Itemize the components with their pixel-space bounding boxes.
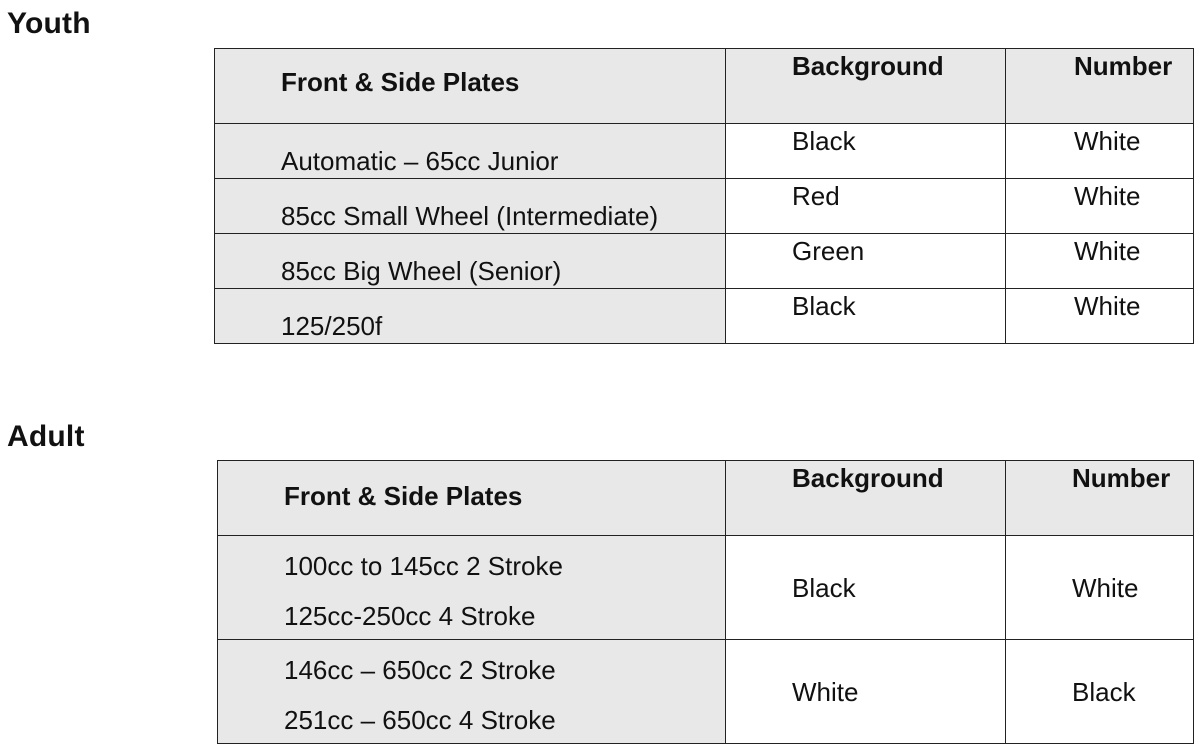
header-cell — [1006, 461, 1194, 536]
plate-class-text: 251cc – 650cc 4 Stroke — [284, 705, 556, 735]
table-row — [215, 289, 1194, 344]
header-cell — [215, 49, 726, 124]
plate-class-text: 85cc Small Wheel (Intermediate) — [281, 201, 659, 231]
table-row — [218, 536, 1194, 640]
number-cell — [1006, 179, 1194, 234]
background-color-text: Black — [792, 291, 856, 321]
header-number-label: Number — [1074, 51, 1173, 81]
youth-table — [214, 48, 1194, 344]
background-color-text: Red — [792, 181, 840, 211]
plate-class-text: 146cc – 650cc 2 Stroke — [284, 655, 556, 685]
number-cell — [1006, 289, 1194, 344]
background-cell — [726, 234, 1006, 289]
table-row — [215, 124, 1194, 179]
number-color-text: White — [1074, 291, 1141, 321]
table-row — [218, 640, 1194, 744]
plate-cell — [218, 536, 726, 640]
number-color-text: Black — [1072, 677, 1136, 707]
plate-cell — [215, 289, 726, 344]
adult-table — [217, 460, 1194, 744]
header-number-label: Number — [1072, 463, 1171, 493]
adult-heading: Adult — [7, 420, 85, 453]
plate-cell — [215, 124, 726, 179]
number-cell — [1006, 124, 1194, 179]
plate-class-text: 85cc Big Wheel (Senior) — [281, 256, 562, 286]
number-cell — [1006, 536, 1194, 640]
table-header-row — [215, 49, 1194, 124]
header-background-label: Background — [792, 51, 944, 81]
number-color-text: White — [1074, 236, 1141, 266]
background-cell — [726, 640, 1006, 744]
youth-heading: Youth — [7, 7, 91, 40]
header-cell — [726, 49, 1006, 124]
background-cell — [726, 536, 1006, 640]
background-color-text: Green — [792, 236, 865, 266]
number-cell — [1006, 640, 1194, 744]
plate-cell — [215, 234, 726, 289]
table-row — [215, 179, 1194, 234]
header-background-label: Background — [792, 463, 944, 493]
background-cell — [726, 179, 1006, 234]
plate-class-text: 100cc to 145cc 2 Stroke — [284, 551, 563, 581]
background-cell — [726, 124, 1006, 179]
background-cell — [726, 289, 1006, 344]
background-color-text: Black — [792, 126, 856, 156]
number-cell — [1006, 234, 1194, 289]
header-plates-label: Front & Side Plates — [281, 67, 520, 97]
plate-class-text: 125/250f — [281, 311, 383, 341]
number-color-text: White — [1074, 126, 1141, 156]
background-color-text: White — [792, 677, 859, 707]
header-cell — [1006, 49, 1194, 124]
header-plates-label: Front & Side Plates — [284, 481, 523, 511]
header-cell — [726, 461, 1006, 536]
plate-class-text: Automatic – 65cc Junior — [281, 146, 559, 176]
number-color-text: White — [1072, 573, 1139, 603]
plate-cell — [218, 640, 726, 744]
header-cell — [218, 461, 726, 536]
background-color-text: Black — [792, 573, 856, 603]
table-row — [215, 234, 1194, 289]
number-color-text: White — [1074, 181, 1141, 211]
plate-cell — [215, 179, 726, 234]
table-header-row — [218, 461, 1194, 536]
plate-class-text: 125cc-250cc 4 Stroke — [284, 601, 536, 631]
